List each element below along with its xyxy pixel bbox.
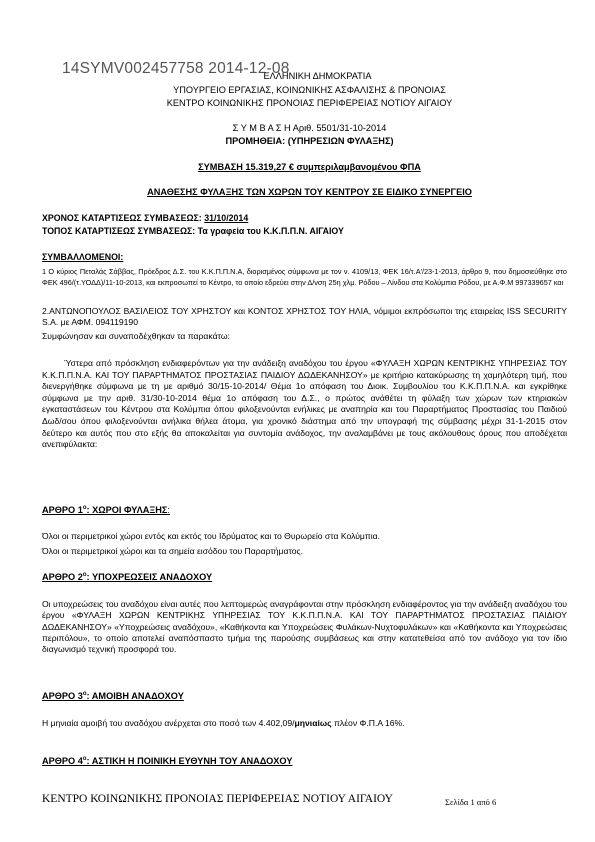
article-3-sup: ο bbox=[82, 691, 87, 697]
article-1-line-1: Όλοι οι περιμετρικοί χώροι εντός και εκτός του Ιδρύματος και το Θυρωρείο στα Κολύμπια. bbox=[42, 531, 381, 541]
procurement-title: ΠΡΟΜΗΘΕΙΑ: (ΥΠΗΡΕΣΙΩΝ ΦΥΛΑΞΗΣ) bbox=[225, 136, 394, 146]
article-2-title: : ΥΠΟΧΡΕΩΣΕΙΣ ΑΝΑΔΟΧΟΥ bbox=[86, 572, 213, 583]
article-3-text-c: πλέον Φ.Π.Α 16%. bbox=[331, 718, 405, 728]
contract-amount: ΣΥΜΒΑΣΗ 15.319,27 € συμπεριλαμβανομένου ΦΠΑ bbox=[198, 162, 421, 172]
article-4-prefix: ΑΡΘΡΟ 4 bbox=[42, 756, 83, 767]
contract-place: ΤΟΠΟΣ ΚΑΤΑΡΤΙΣΕΩΣ ΣΥΜΒΑΣΕΩΣ: Τα γραφεία του Κ.Κ.Π.Π.Ν. ΑΙΓΑΙΟΥ bbox=[42, 226, 344, 236]
parties-agreed: Συμφώνησαν και συναποδέχθηκαν τα παρακάτω: bbox=[42, 331, 230, 341]
article-3-text-b: μηνιαίως bbox=[294, 718, 332, 728]
intro-paragraph: Ύστερα από πρόσκληση ενδιαφερόντων για την ανάδειξη αναδόχου του έργου «ΦΥΛΑΞΗ ΧΩΡΩΝ ΚΕΝΤΡΙΚΗΣ ΥΠΗΡΕΣΙΑΣ ΤΟΥ Κ.Κ.Π.Π.Ν.Α. ΚΑΙ ΤΟΥ ΠΑΡΑΡΤΗΜΑΤΟΣ ΠΡΟΣΤΑΣΙΑΣ ΠΑΙΔΙΟΥ ΔΩΔΕΚΑΝΗΣΟΥ» με κριτήριο κατακύρωσης τη χαμηλότερη τιμή, που διενεργήθηκε σύμφωνα με τη με αριθμό 30/15-10-2014/ Θέμα 1ο απόφαση του Διοικ. Συμβουλίου του Κ.Κ.Π.Π.Ν.Α. και εγκρίθηκε σύμφωνα με την αριθ. 31/30-10-2014 θέμα 1ο απόφαση του Δ.Σ., ο πρώτος ανάθέτει τη φύλαξη των χώρων των κτηριακών εγκαταστάσεων του Κέντρου στα Κολύμπια όπου φιλοξενούνται ενήλικες με αναπηρία και του Παραρτήματος Προστασίας του Παιδιού Δωδ/σου όπου φιλοξενούνται ανήλικα θήλεα άτομα, για χρονικό διάστημα από την υπογραφή της σύμβασης μέχρι 31-1-2015 στον δεύτερο και αυτός που στο εξής θα αποκαλείται για συντομία ανάδοχος, την αναλαμβάνει με τους ακόλουθους όρους που αποδέχεται ανεπιφύλακτα: bbox=[42, 358, 567, 450]
article-2-sup: ο bbox=[82, 572, 87, 578]
article-3-heading bbox=[42, 691, 184, 701]
contract-date bbox=[42, 213, 248, 223]
article-2-heading bbox=[42, 572, 212, 582]
article-3-text bbox=[42, 718, 405, 729]
article-1-line-2: Όλοι οι περιμετρικοί χώροι και τα σημεία εισόδου του Παραρτήματος. bbox=[42, 546, 304, 556]
header-republic: ΕΛΛΗΝΙΚΗ ΔΗΜΟΚΡΑΤΙΑ bbox=[263, 71, 372, 81]
article-1-sup: ο bbox=[82, 505, 87, 511]
article-2-text: Οι υποχρεώσεις του αναδόχου είναι αυτές που λεπτομερώς αναγράφονται στην πρόσκληση ενδιαφέροντος για την ανάδειξη αναδόχου του έργου «ΦΥΛΑΞΗ ΧΩΡΩΝ ΚΕΝΤΡΙΚΗΣ ΥΠΗΡΕΣΙΑΣ ΤΟΥ Κ.Κ.Π.Π.Ν.Α. ΚΑΙ ΤΟΥ ΠΑΡΑΡΤΗΜΑΤΟΣ ΠΡΟΣΤΑΣΙΑΣ ΠΑΙΔΙΟΥ ΔΩΔΕΚΑΝΗΣΟΥ» «Υποχρεώσεις αναδόχου», «Καθήκοντα και Υποχρεώσεις Φυλάκων-Νυχτοφυλάκων» και «Καθήκοντα και Υποχρεώσεις περιπόλου», το οποίο αποτελεί αναπόσπαστο τμήμα της παρούσης συμβάσεως και στην κατατεθείσα από τον ανάδοχο για τον ίδιο διαγωνισμό τεχνική προσφορά του. bbox=[42, 599, 567, 655]
article-3-title: : ΑΜΟΙΒΗ ΑΝΑΔΟΧΟΥ bbox=[86, 691, 184, 702]
contract-date-label: ΧΡΟΝΟΣ ΚΑΤΑΡΤΙΣΕΩΣ ΣΥΜΒΑΣΕΩΣ: bbox=[42, 213, 205, 223]
article-1-prefix: ΑΡΘΡΟ 1 bbox=[42, 505, 83, 516]
article-3-text-a: Η μηνιαία αμοιβή του αναδόχου ανέρχεται στο ποσό των 4.402,09/ bbox=[42, 718, 295, 728]
document-id-stamp: 14SYMV002457758 2014-12-08 bbox=[62, 60, 290, 77]
article-4-title: : ΑΣΤΙΚΗ Η ΠΟΙΝΙΚΗ ΕΥΘΥΝΗ ΤΟΥ ΑΝΑΔΟΧΟΥ bbox=[86, 756, 293, 767]
article-3-prefix: ΑΡΘΡΟ 3 bbox=[42, 691, 83, 702]
party-two: 2.ΑΝΤΩΝΟΠΟΥΛΟΣ ΒΑΣΙΛΕΙΟΣ ΤΟΥ ΧΡΗΣΤΟΥ και ΚΟΝΤΟΣ ΧΡΗΣΤΟΣ ΤΟΥ ΗΛΙΑ, νόμιμοι εκπρόσωποι της εταιρείας ISS SECURITY S.A. με ΑΦΜ. 094119190 bbox=[42, 306, 567, 328]
contract-subject: ΑΝΑΘΕΣΗΣ ΦΥΛΑΞΗΣ ΤΩΝ ΧΩΡΩΝ ΤΟΥ ΚΕΝΤΡΟΥ ΣΕ ΕΙΔΙΚΟ ΣΥΝΕΡΓΕΙΟ bbox=[147, 187, 472, 197]
contract-date-value: 31/10/2014 bbox=[204, 213, 249, 223]
header-ministry: ΥΠΟΥΡΓΕΙΟ ΕΡΓΑΣΙΑΣ, ΚΟΙΝΩΝΙΚΗΣ ΑΣΦΑΛΙΣΗΣ & ΠΡΟΝΟΙΑΣ bbox=[173, 85, 446, 95]
article-1-colon: : bbox=[167, 505, 170, 516]
party-one: 1 Ο κύριος Πεταλάς Σάββας, Πρόεδρος Δ.Σ. του Κ.Κ.Π.Π.Ν.Α, διορισμένος σύμφωνα με τον ν. 4109/13, ΦΕΚ 16/τ.Α'/23-1-2013, άρθρο 9, που δημοσιεύθηκε στο ΦΕΚ 496/(τ.ΥΟΔΔ)/11-10-2013, και εκπροσωπεί το Κέντρο, το οποίο εδρεύει στην Δ/νση 25η χλμ. Ρόδου – Λίνδου στα Κολύμπια Ρόδου, με Α.Φ.Μ 997339657 και bbox=[42, 267, 567, 287]
article-1-title: : ΧΩΡΟΙ ΦΥΛΑΞΗΣ bbox=[86, 505, 168, 516]
header-center: ΚΕΝΤΡΟ ΚΟΙΝΩΝΙΚΗΣ ΠΡΟΝΟΙΑΣ ΠΕΡΙΦΕΡΕΙΑΣ ΝΟΤΙΟΥ ΑΙΓΑΙΟΥ bbox=[166, 98, 453, 108]
article-4-heading bbox=[42, 756, 292, 766]
parties-label: ΣΥΜΒΑΛΛΟΜΕΝΟΙ: bbox=[42, 252, 124, 262]
footer-organization: ΚΕΝΤΡΟ ΚΟΙΝΩΝΙΚΗΣ ΠΡΟΝΟΙΑΣ ΠΕΡΙΦΕΡΕΙΑΣ ΝΟΤΙΟΥ ΑΙΓΑΙΟΥ bbox=[42, 793, 393, 805]
article-4-sup: ο bbox=[82, 756, 87, 762]
article-2-prefix: ΑΡΘΡΟ 2 bbox=[42, 572, 83, 583]
contract-number: Σ Υ Μ Β Α Σ Η Αριθ. 5501/31-10-2014 bbox=[232, 123, 387, 133]
page-number: Σελίδα 1 από 6 bbox=[445, 797, 497, 807]
article-1-heading bbox=[42, 505, 170, 515]
